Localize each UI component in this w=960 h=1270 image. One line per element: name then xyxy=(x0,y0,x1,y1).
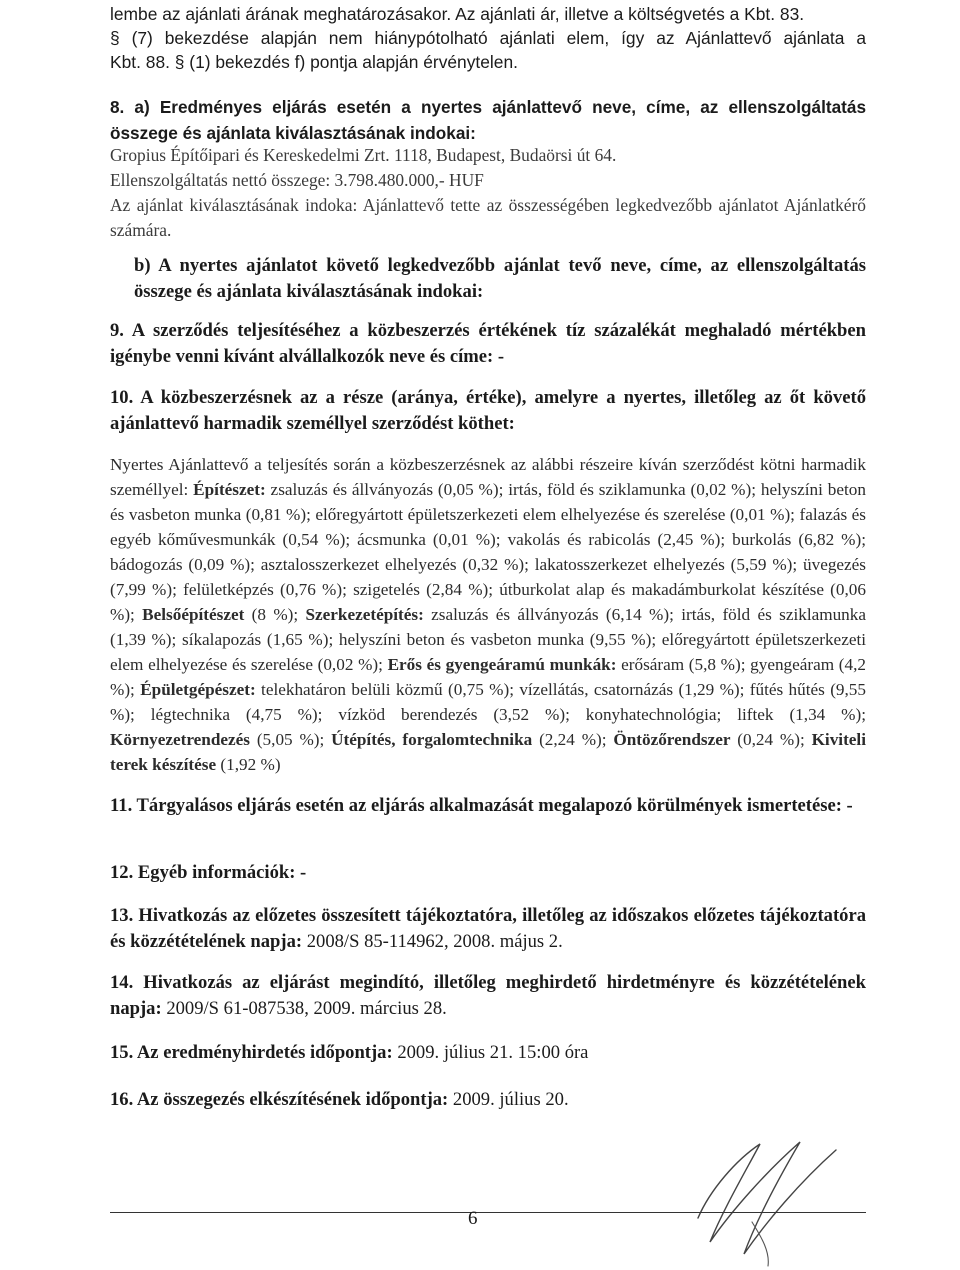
section-8a-heading-line: összege és ajánlata kiválasztásának indokai: xyxy=(110,123,476,143)
page-number: 6 xyxy=(468,1208,478,1229)
section-8b: b) A nyertes ajánlatot követő legkedvezőbb ajánlat tevő neve, címe, az ellenszolgáltatás összege és ajánlata kiválasztásának indokai: xyxy=(134,255,866,302)
detail-category: Belsőépítészet xyxy=(142,605,245,624)
section-16-label: 16. Az összegezés elkészítésének időpontja: xyxy=(110,1089,449,1110)
section-10-detail xyxy=(110,452,866,777)
intro-line: lembe az ajánlati árának meghatározásakor. Az ajánlati ár, illetve a költségvetés a Kbt. 83. xyxy=(110,4,805,24)
footer-rule xyxy=(110,1212,866,1213)
section-16 xyxy=(110,1087,866,1113)
section-14-label: 14. Hivatkozás az eljárást megindító, illetőleg meghirdető hirdetményre és közzétételének napja: xyxy=(110,972,866,1019)
detail-category: Épületgépészet: xyxy=(140,680,256,699)
section-8a-heading-line: 8. a) Eredményes eljárás esetén a nyertes ajánlattevő neve, címe, az ellenszolgáltatás xyxy=(110,97,866,117)
detail-text: zsaluzás és állványozás (6,14 %); irtás, föld és sziklamunka (1,39 %); síkalapozás (1,65 %); helyszíni beton és vasbeton munka (9,55 %); előregyártott épületszerkezeti elem elhelyezése és szerelése (0,02 %); xyxy=(110,605,866,674)
detail-text: (1,92 %) xyxy=(216,755,281,774)
contract-amount: Ellenszolgáltatás nettó összege: 3.798.480.000,- HUF xyxy=(110,170,484,190)
detail-category: Építészet: xyxy=(193,480,266,499)
detail-text: (0,24 %); xyxy=(730,730,812,749)
detail-category: Öntözőrendszer xyxy=(613,730,731,749)
section-13-label: 13. Hivatkozás az előzetes összesített tájékoztatóra, illetőleg az időszakos előzetes tájékoztatóra és közzétételének napja: xyxy=(110,905,866,952)
section-12: 12. Egyéb információk: - xyxy=(110,862,307,883)
section-14 xyxy=(110,970,866,1022)
section-10: 10. A közbeszerzésnek az a része (aránya, értéke), amelyre a nyertes, illetőleg az őt követő ajánlattevő harmadik személlyel szerződést köthet: xyxy=(110,387,866,434)
winner-name-address: Gropius Építőipari és Kereskedelmi Zrt. 1118, Budapest, Budaörsi út 64. xyxy=(110,145,617,165)
detail-text: telekhatáron belüli közmű (0,75 %); vízellátás, csatornázás (1,29 %); fűtés hűtés (9,55 %); légtechnika (4,75 %); vízköd berendezés (3,52 %); konyhatechnológia; liftek (1,34 %); xyxy=(110,680,866,724)
section-16-value: 2009. július 20. xyxy=(448,1089,569,1110)
section-11: 11. Tárgyalásos eljárás esetén az eljárás alkalmazását megalapozó körülmények ismertetése: - xyxy=(110,795,853,816)
signature-mark xyxy=(640,1130,880,1270)
detail-text: (5,05 %); xyxy=(250,730,332,749)
detail-category: Erős és gyengeáramú munkák: xyxy=(387,655,617,674)
detail-category: Szerkezetépítés: xyxy=(305,605,424,624)
detail-text: (2,24 %); xyxy=(532,730,614,749)
detail-category: Környezetrendezés xyxy=(110,730,250,749)
intro-line: Kbt. 88. § (1) bekezdés f) pontja alapján érvénytelen. xyxy=(110,52,518,72)
section-15-value: 2009. július 21. 15:00 óra xyxy=(392,1042,589,1063)
detail-category: Útépítés, forgalomtechnika xyxy=(331,730,533,749)
detail-category: Kiviteli terek készítése xyxy=(110,730,866,774)
detail-text: (8 %); xyxy=(244,605,306,624)
selection-reason: Az ajánlat kiválasztásának indoka: Ajánlattevő tette az összességében legkedvezőbb ajánlatot Ajánlatkérő számára. xyxy=(110,195,866,240)
section-13-value: 2008/S 85-114962, 2008. május 2. xyxy=(302,931,563,952)
intro-line: § (7) bekezdése alapján nem hiánypótolható ajánlati elem, így az Ajánlattevő ajánlata a xyxy=(110,28,866,48)
section-8a-body xyxy=(110,143,866,243)
section-15-label: 15. Az eredményhirdetés időpontja: xyxy=(110,1042,393,1063)
section-13 xyxy=(110,903,866,955)
detail-text: erősáram (5,8 %); gyengeáram (4,2 %); xyxy=(110,655,867,699)
section-9: 9. A szerződés teljesítéséhez a közbeszerzés értékének tíz százalékát meghaladó mértékben igénybe venni kívánt alvállalkozók neve és címe: - xyxy=(110,320,866,367)
intro-paragraph xyxy=(110,2,866,74)
section-8a-heading xyxy=(110,94,866,146)
detail-text: Nyertes Ajánlattevő a teljesítés során a közbeszerzésnek az alábbi részeire kíván szerződést kötni harmadik személlyel: xyxy=(110,455,866,499)
section-14-value: 2009/S 61-087538, 2009. március 28. xyxy=(161,998,447,1019)
detail-text: zsaluzás és állványozás (0,05 %); irtás, föld és sziklamunka (0,02 %); helyszíni beton és vasbeton munka (0,81 %); előregyártott épületszerkezeti elem elhelyezése és szerelése (0,01 %); falazás és egyéb kőművesmunkák (0,54 %); ácsmunka (0,01 %); vakolás és rabicolás (2,45 %); burkolás (6,82 %); bádogozás (0,09 %); asztalosszerkezet elhelyezés (0,32 %); lakatosszerkezet elhelyezés (5,59 %); üvegezés (7,99 %); felületképzés (0,76 %); szigetelés (2,84 %); útburkolat alap és makadámburkolat készítése (0,06 %); xyxy=(110,480,866,624)
section-15 xyxy=(110,1040,866,1066)
